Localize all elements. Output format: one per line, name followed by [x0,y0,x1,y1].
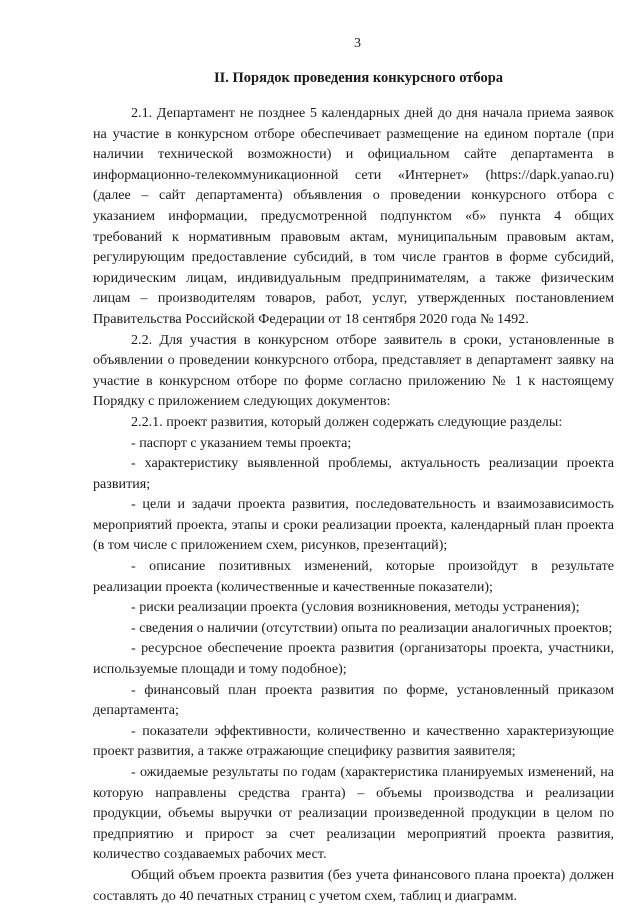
list-item-financial-plan: - финансовый план проекта развития по форме, установленный приказом департамента; [93,681,614,719]
list-item-results: - ожидаемые результаты по годам (характеристика планируемых изменений, на которую направлены средства гранта) – объемы производства и реализации продукции, объемы выручки от реализации произведенной продукции в целом по предприятию и прирост за счет реализации мероприятий проекта развития, количество создаваемых рабочих мест. [93,764,614,863]
list-item-experience: - сведения о наличии (отсутствии) опыта по реализации аналогичных проектов; [131,619,613,636]
list-item-problem: - характеристику выявленной проблемы, актуальность реализации проекта развития; [93,455,614,492]
paragraph-2-2: 2.2. Для участия в конкурсном отборе заявитель в сроки, установленные в объявлении о проведении конкурсного отбора, представляет в департамент заявку на участие в конкурсном отборе по форме согласно приложению № 1 к настоящему Порядку с приложением следующих документов: [93,331,614,410]
section-heading: II. Порядок проведения конкурсного отбора [213,70,504,86]
list-item-goals: - цели и задачи проекта развития, последовательность и взаимозависимость мероприятий проекта, этапы и сроки реализации проекта, календарный план проекта (в том числе с приложением схем, рисунков, презентаций); [93,496,614,554]
list-item-changes: - описание позитивных изменений, которые произойдут в результате реализации проекта (количественные и качественные показатели); [93,558,614,595]
page-number: 3 [354,36,361,51]
list-item-passport: - паспорт с указанием темы проекта; [131,434,352,451]
paragraph-2-1: 2.1. Департамент не позднее 5 календарных дней до дня начала приема заявок на участие в конкурсном отборе обеспечивает размещение на едином портале (при наличии технической возможности) и официальном сайте департамента в информационно-телекоммуникационной сети «Интернет» (https://dapk.yanao.ru) (далее – сайт департамента) объявления о проведении конкурсного отбора с указанием информации, предусмотренной подпунктом «б» пункта 4 общих требований к нормативным правовым актам, муниципальным правовым актам, регулирующим предоставление субсидий, в том числе грантов в форме субсидий, юридическим лицам, индивидуальным предпринимателям, а также физическим лицам – производителям товаров, работ, услуг, утвержденных постановлением Правительства Российской Федерации от 18 сентября 2020 года № 1492. [93,105,614,327]
paragraph-total-volume: Общий объем проекта развития (без учета финансового плана проекта) должен составлять до 40 печатных страниц с учетом схем, таблиц и диаграмм. [93,866,614,904]
list-item-resources: - ресурсное обеспечение проекта развития (организаторы проекта, участники, используемые площади и тому подобное); [93,640,614,678]
list-item-indicators: - показатели эффективности, количественно и качественно характеризующие проект развития, а также отражающие специфику развития заявителя; [93,722,614,760]
paragraph-2-2-1: 2.2.1. проект развития, который должен содержать следующие разделы: [131,413,563,430]
list-item-risks: - риски реализации проекта (условия возникновения, методы устранения); [131,599,580,616]
